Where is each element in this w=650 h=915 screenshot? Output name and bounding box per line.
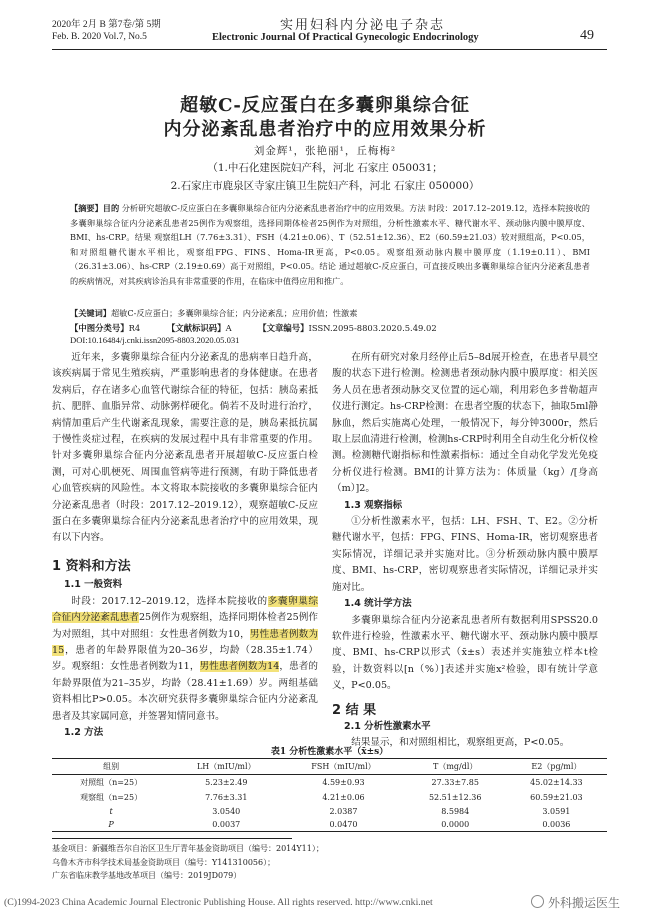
- header-issue-cn: 2020年 2月 B 第7卷/第 5期: [52, 20, 161, 30]
- subsection-1-1-heading: 1.1 一般资料: [64, 579, 123, 591]
- table-cell: 4.59±0.93: [322, 778, 365, 787]
- table-row: [52, 790, 607, 805]
- journal-title-cn: 实用妇科内分泌电子杂志: [280, 18, 446, 33]
- table-cell: 2.0387: [329, 807, 358, 816]
- abstract-label: 【摘要】目的: [70, 203, 120, 213]
- table-cell: 8.5984: [441, 807, 470, 816]
- table-cell: 3.0591: [542, 807, 571, 816]
- keywords: 【关键词】超敏C-反应蛋白；多囊卵巢综合征；内分泌紊乱；应用价值；性激素: [70, 308, 358, 318]
- classification: 【中图分类号】R4 【文献标识码】A 【文章编号】ISSN.2095-8803.2020.5.49.02: [70, 323, 437, 333]
- statistics-paragraph: 多囊卵巢综合征内分泌紊乱患者所有数据利用SPSS20.0软件进行检验，性激素水平、糖代谢水平、颈动脉内膜中膜厚度、BMI、hs-CRP以形式（x̄±s）表述并实施独立样本t检验，计数资料以[n（%）]表述并实施x²检验，即有统计学意义，P<0.05。: [332, 614, 598, 692]
- page-number: 49: [580, 28, 594, 43]
- indicators-paragraph: ①分析性激素水平，包括：LH、FSH、T、E2。②分析糖代谢水平，包括：FPG、FINS、Homa-IR，密切观察患者实际情况，详细记录并实施对比。③分析颈动脉内膜中膜厚度、BMI、hs-CRP，密切观察患者实际情况，详细记录并实施对比。: [332, 516, 598, 593]
- general-data-paragraph: 时段：2017.12–2019.12，选择本院接收的多囊卵巢综合征内分泌紊乱患者25例作为观察组，选择同期体检者25例作为对照组，其中对照组：女性患者例数为10，男性患者例数为15，患者的年龄界限值为20–36岁，均龄（28.35±1.74）岁。观察组：女性患者例数为11，男性患者例数为14，患者的年龄界限值为21–35岁，均龄（28.41±1.69）岁。两组基础资料相比P>0.05。本次研究获得多囊卵巢综合征内分泌紊乱患者及其家属同意，并签署知情同意书。: [52, 595, 319, 722]
- subsection-1-4-heading: 1.4 统计学方法: [344, 598, 412, 610]
- funding-notes: [52, 842, 324, 883]
- table-cell: 60.59±21.03: [530, 793, 583, 802]
- intro-paragraph: 近年来，多囊卵巢综合征内分泌紊乱的患病率日趋升高，该疾病属于常见生殖疾病，严重影响患者的身体健康。在患者发病后，存在诸多心血管代谢综合征的特征，包括：胰岛素抵抗、肥胖、血脂异常、动脉粥样硬化。倘若不及时进行治疗，病情加重后产生代谢紊乱现象，需要注意的是，胰岛素抵抗属于慢性炎症过程，在疾病的发展过程中具有非常重要的作用。针对多囊卵巢综合征内分泌紊乱患者开展超敏C-反应蛋白检测，可对心肌梗死、周围血管病等进行预测，有助于降低患者心血管疾病的风险性。本文将取本院接收的多囊卵巢综合征内分泌紊乱患者（时段：2017.12–2019.12），观察超敏C-反应蛋白在多囊卵巢综合征内分泌紊乱患者治疗中的应用效果，现有以下内容。: [52, 352, 318, 544]
- affiliation-2: 2.石家庄市鹿泉区寺家庄镇卫生院妇产科，河北 石家庄 050000）: [170, 180, 480, 192]
- table-header: FSH（mIU/ml）: [311, 762, 376, 771]
- methods-paragraph: 在所有研究对象月经停止后5–8d展开检查，在患者早晨空腹的状态下进行检测。检测患者颈动脉内膜中膜厚度：相关医务人员在患者颈动脉交叉位置的远心端，利用彩色多普勒超声仪进行测定。hs-CRP检测：在患者空腹的状态下，抽取5ml静脉血，然后实施离心处理，一般情况下，每分钟3000r，然后取上层血清进行检测，检测hs-CRP时利用全自动生化分析仪检测。检测糖代谢指标和性激素指标：通过全自动化学发光免疫分析仪进行检测。BMI的计算方法为：体质量（kg）/[身高（m）]2。: [332, 352, 598, 495]
- journal-title-en: Electronic Journal Of Practical Gynecologic Endocrinology: [212, 32, 479, 43]
- table-cell: 0.0036: [542, 820, 571, 829]
- highlight-2: 男性患者例数为15: [52, 628, 319, 656]
- table-header: 组别: [103, 762, 120, 771]
- table-cell: 4.21±0.06: [322, 793, 365, 802]
- table-cell: 52.51±12.36: [428, 793, 482, 802]
- abstract: [70, 201, 590, 289]
- table-cell: 5.23±2.49: [205, 778, 248, 787]
- table-cell: t: [109, 807, 113, 816]
- right-column: [332, 350, 598, 752]
- watermark: [528, 891, 648, 913]
- table-header: LH（mIU/ml）: [196, 762, 256, 771]
- table-header: T（mg/dl）: [433, 762, 478, 771]
- funding-note: 广东省临床教学基地改革项目（编号：2019JD079）: [52, 871, 242, 880]
- highlight-3: 男性患者例数为14: [199, 661, 280, 673]
- table-row: [52, 818, 607, 832]
- copyright-line: (C)1994-2023 China Academic Journal Electronic Publishing House. All rights reserved. http://www.cnki.net: [4, 897, 433, 908]
- article-title-line2: 内分泌紊乱患者治疗中的应用效果分析: [163, 119, 487, 140]
- section2-heading: 2 结 果: [332, 702, 377, 718]
- table-cell: 0.0000: [441, 820, 470, 829]
- table-cell: 对照组（n=25）: [80, 778, 143, 787]
- table-row: [52, 805, 607, 818]
- table-caption: 表1 分析性激素水平（x̄±s）: [270, 747, 389, 757]
- table-cell: 7.76±3.31: [205, 793, 248, 802]
- table-cell: 0.0037: [212, 820, 241, 829]
- table-header-row: [52, 759, 607, 775]
- article-title-line1: 超敏C-反应蛋白在多囊卵巢综合征: [180, 95, 470, 116]
- subsection-2-1-heading: 2.1 分析性激素水平: [344, 720, 431, 732]
- table-cell: 0.0470: [329, 820, 358, 829]
- watermark-text: 外科搬运医生: [548, 896, 621, 910]
- funding-note: 乌鲁木齐市科学技术局基金资助项目（编号：Y141310056）；: [52, 857, 276, 867]
- weibo-logo-icon: [531, 895, 544, 908]
- doi: DOI:10.16484/j.cnki.issn2095-8803.2020.05.031: [70, 335, 240, 345]
- section1-heading: 1 资料和方法: [52, 558, 131, 574]
- table-cell: 观察组（n=25）: [80, 793, 143, 802]
- subsection-1-3-heading: 1.3 观察指标: [344, 499, 403, 511]
- table-row: [52, 775, 607, 791]
- header-issue-en: Feb. B. 2020 Vol.7, No.5: [52, 32, 147, 42]
- abstract-text: 分析研究超敏C-反应蛋白在多囊卵巢综合征内分泌紊乱患者治疗中的应用效果。方法 时段：2017.12–2019.12，选择本院接收的多囊卵巢综合征内分泌紊乱患者25例作为观察组，选择同期体检者25例作为对照组，分析性激素水平、糖代谢水平、颈动脉内膜中膜厚度、BMI、hs-CRP。结果 观察组LH（7.76±3.31）、FSH（4.21±0.06）、T（52.51±12.36）、E2（60.59±21.03）较对照组高，P<0.05，和对照组糖代谢水平相比，观察组FPG、FINS、Homa-IR更高，P<0.05。观察组颈动脉内膜中膜厚度（1.19±0.11）、BMI（26.31±3.06）、hs-CRP（2.19±0.69）高于对照组，P<0.05。结论 通过超敏C-反应蛋白，可直接反映出多囊卵巢综合征内分泌紊乱患者的疾病情况，对其疾病诊治具有非常重要的作用，在临床中值得应用和推广。: [70, 203, 590, 286]
- affiliation-1: （1.中石化建医院妇产科，河北 石家庄 050031；: [207, 162, 443, 174]
- funding-note: 基金项目：新疆维吾尔自治区卫生厅青年基金资助项目（编号：2014Y11）；: [52, 844, 324, 853]
- highlight-1: 多囊卵巢综合征内分泌紊乱患者: [52, 595, 318, 624]
- table-1: [52, 758, 607, 832]
- hormone-table: [52, 758, 607, 832]
- table-cell: 3.0540: [212, 807, 241, 816]
- table-cell: P: [108, 820, 114, 829]
- table-header: E2（pg/ml）: [531, 762, 582, 771]
- table-cell: 45.02±14.33: [530, 778, 583, 787]
- table-cell: 27.33±7.85: [431, 778, 479, 787]
- footnote-rule: [52, 838, 292, 839]
- header-rule: [52, 49, 607, 50]
- left-column: [52, 350, 318, 741]
- authors: 刘金辉¹，张艳丽¹，丘梅梅²: [253, 145, 397, 157]
- results-paragraph: 结果显示，和对照组相比，观察组更高，P<0.05。: [351, 737, 570, 749]
- subsection-1-2-heading: 1.2 方法: [64, 726, 104, 738]
